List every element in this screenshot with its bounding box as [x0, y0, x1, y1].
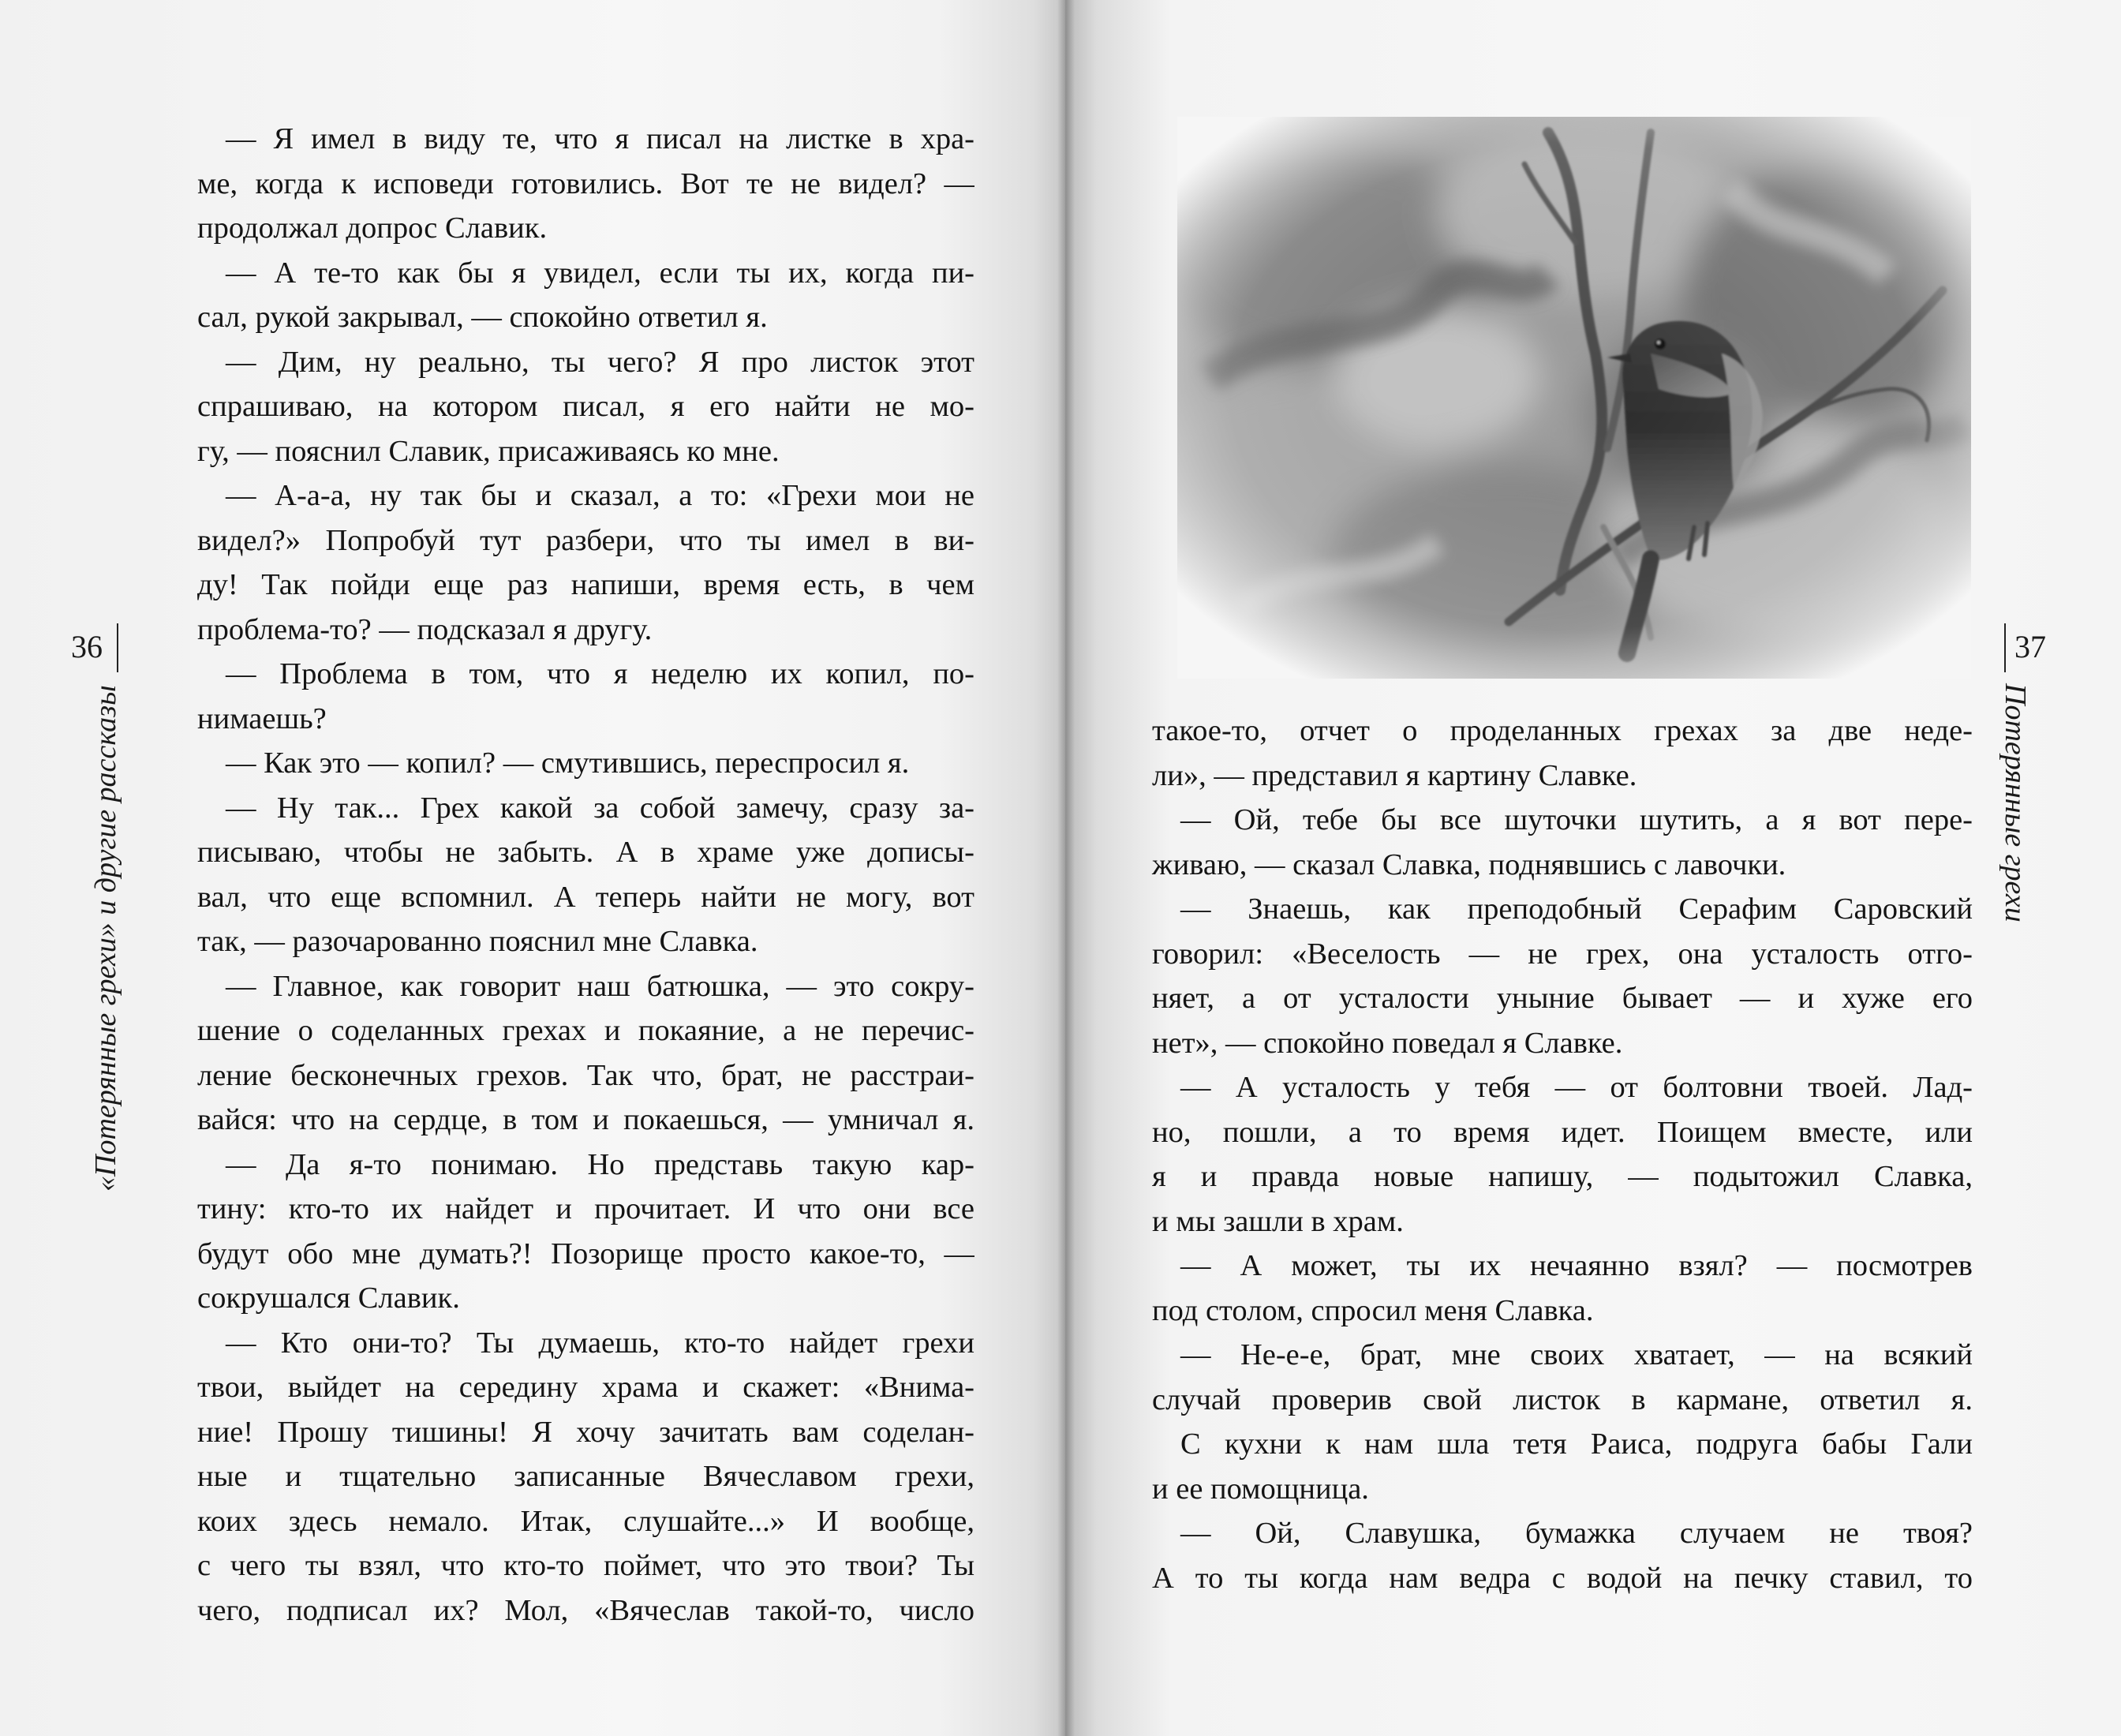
text-line: — Не-е-е, брат, мне своих хватает, — на всякий — [1180, 1338, 1973, 1371]
text-line: С кухни к нам шла тетя Раиса, подруга бабы Гали — [1180, 1427, 1973, 1461]
text-line: няет, а от усталости уныние бывает — и хуже его — [1152, 982, 1973, 1015]
text-line: ление бесконечных грехов. Так что, брат, не расстраи- — [197, 1058, 974, 1092]
text-line: нимаешь? — [197, 702, 327, 735]
text-line: видел?» Попробуй тут разбери, что ты имел в ви- — [197, 523, 974, 557]
body-text — [1152, 709, 1973, 1600]
text-line: нет», — спокойно поведал я Славке. — [1152, 1026, 1623, 1060]
text-line: чего, подписал их? Мол, «Вячеслав такой-то, число — [197, 1593, 974, 1627]
text-line: живаю, — сказал Славка, поднявшись с лавочки. — [1152, 847, 1786, 881]
running-head: «Потерянные грехи» и другие рассказы — [89, 685, 122, 1192]
text-line: — А-а-а, ну так бы и сказал, а то: «Грехи мои не — [226, 479, 974, 512]
text-line: — Ой, тебе бы все шуточки шутить, а я вот пере- — [1180, 803, 1973, 836]
text-line: сокрушался Славик. — [197, 1281, 460, 1315]
text-line: твои, выйдет на середину храма и скажет: «Внима- — [197, 1371, 974, 1404]
text-line: тину: кто-то их найдет и прочитает. И что они все — [197, 1192, 974, 1225]
text-line: и мы зашли в храм. — [1152, 1204, 1404, 1238]
text-line: ме, когда к исповеди готовились. Вот те не видел? — — [197, 166, 974, 200]
text-line: проблема-то? — подсказал я другу. — [197, 612, 653, 646]
text-line: — А усталость у тебя — от болтовни твоей. Лад- — [1180, 1071, 1973, 1104]
text-line: спрашиваю, на котором писал, я его найти не мо- — [197, 390, 974, 423]
text-line: — Как это — копил? — смутившись, переспросил я. — [226, 746, 910, 780]
bird-photo — [1177, 117, 1971, 679]
text-line: такое-то, отчет о проделанных грехах за две неде- — [1152, 714, 1973, 747]
text-line: с чего ты взял, что кто-то поймет, что это твои? Ты — [197, 1549, 974, 1582]
text-line: я и правда новые напишу, — подытожил Славка, — [1152, 1160, 1973, 1193]
text-line: шение о соделанных грехах и покаяние, а не перечис- — [197, 1014, 974, 1047]
text-line: но, пошли, а то время идет. Поищем вместе, или — [1152, 1115, 1973, 1149]
text-line: ли», — представил я картину Славке. — [1152, 758, 1637, 792]
margin-rule — [117, 623, 118, 672]
text-line: — Ну так... Грех какой за собой замечу, сразу за- — [226, 791, 974, 825]
book-gutter — [1057, 0, 1075, 1736]
text-line: говорил: «Веселость — не грех, она усталость отго- — [1152, 937, 1973, 971]
text-line: вайся: что на сердце, в том и покаешься, — умничал я. — [197, 1103, 974, 1136]
text-line: — Знаешь, как преподобный Серафим Саровский — [1180, 892, 1973, 926]
page-number: 37 — [2014, 629, 2046, 664]
text-line: гу, — пояснил Славик, присаживаясь ко мне. — [197, 434, 780, 468]
text-line: — Проблема в том, что я неделю их копил, по- — [226, 657, 974, 690]
text-line: — Дим, ну реально, ты чего? Я про листок этот — [226, 345, 974, 379]
text-line: — А те-то как бы я увидел, если ты их, когда пи- — [226, 256, 974, 290]
text-line: вал, что еще вспомнил. А теперь найти не могу, вот — [197, 880, 974, 914]
body-text — [197, 117, 974, 1633]
text-line: ние! Прошу тишины! Я хочу зачитать вам соделан- — [197, 1415, 974, 1449]
text-line: — Ой, Славушка, бумажка случаем не твоя? — [1180, 1517, 1973, 1550]
text-line: случай проверив свой листок в кармане, ответил я. — [1152, 1382, 1973, 1416]
text-line: — Главное, как говорит наш батюшка, — это сокру- — [226, 969, 974, 1003]
text-line: ду! Так пойди еще раз напиши, время есть, в чем — [197, 568, 974, 601]
text-line: — Да я-то понимаю. Но представь такую кар- — [226, 1147, 974, 1181]
text-line: — Я имел в виду те, что я писал на листке в хра- — [226, 122, 974, 155]
text-line: под столом, спросил меня Славка. — [1152, 1293, 1594, 1327]
text-line: — Кто они-то? Ты думаешь, кто-то найдет грехи — [226, 1326, 974, 1360]
margin-rule — [2004, 623, 2006, 672]
running-head: Потерянные грехи — [1999, 683, 2032, 922]
text-line: будут обо мне думать?! Позорище просто какое-то, — — [197, 1237, 974, 1270]
text-line: ные и тщательно записанные Вячеславом грехи, — [197, 1460, 974, 1493]
text-line: А то ты когда нам ведра с водой на печку ставил, то — [1152, 1561, 1973, 1595]
page-number: 36 — [71, 629, 103, 664]
text-line: так, — разочарованно пояснил мне Славка. — [197, 925, 758, 958]
text-line: писываю, чтобы не забыть. А в храме уже дописы- — [197, 836, 974, 869]
text-line: сал, рукой закрывал, — спокойно ответил я. — [197, 301, 768, 334]
text-line: продолжал допрос Славик. — [197, 211, 548, 245]
text-line: и ее помощница. — [1152, 1472, 1369, 1506]
text-line: — А может, ты их нечаянно взял? — посмотрев — [1180, 1249, 1973, 1282]
text-line: коих здесь немало. Итак, слушайте...» И вообще, — [197, 1504, 974, 1538]
